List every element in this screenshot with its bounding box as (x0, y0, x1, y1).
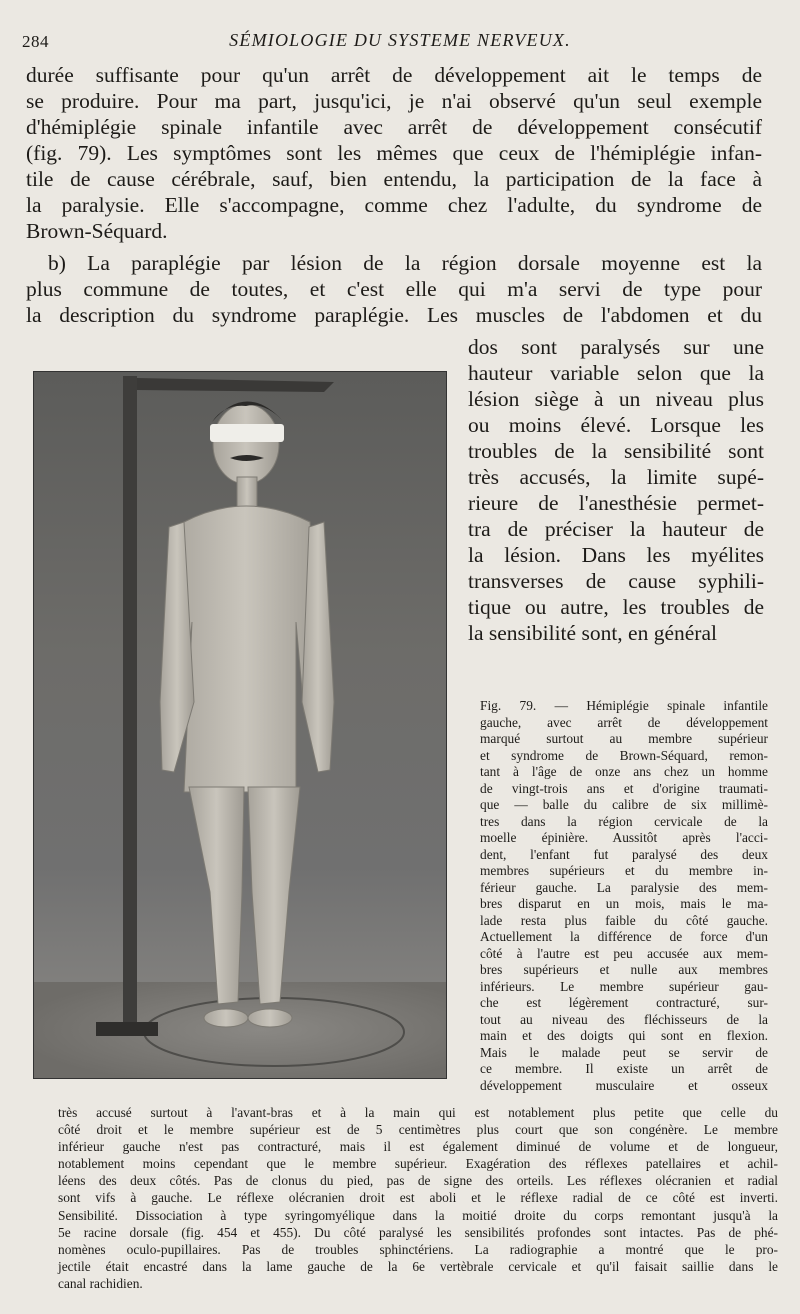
text-line: b) La paraplégie par lésion de la région dorsale moyenne est la (48, 251, 762, 275)
text-line: Brown-Séquard. (26, 219, 168, 243)
standing-figure (160, 404, 334, 1027)
text-line: plus commune de toutes, et c'est elle qui m'a servi de type pour (26, 277, 762, 301)
text-line: se produire. Pour ma part, jusqu'ici, je n'ai observé qu'un seul exemple (26, 89, 762, 113)
caption-line: côté droit et le membre supérieur est de 5 centimètres plus court que son congénère. Le membre (58, 1122, 778, 1138)
text-line: tile de cause cérébrale, sauf, bien entendu, la participation de la face à (26, 167, 762, 191)
caption-line: et syndrome de Brown-Séquard, remon- (480, 747, 768, 763)
caption-line: ce membre. Il existe un arrêt de (480, 1061, 768, 1076)
caption-line: che est légèrement contracturé, sur- (480, 995, 768, 1010)
measuring-pole (123, 376, 137, 1026)
patient-photograph-illustration (34, 372, 446, 1078)
text-line: hauteur variable selon que la (468, 361, 764, 385)
text-line: ou moins élevé. Lorsque les (468, 413, 764, 437)
caption-line: notablement moins cependant que le membre supérieur. Exagération des réflexes patellaires et achil- (58, 1156, 778, 1172)
text-line: tra de préciser la hauteur de (468, 517, 764, 541)
text-line: la paralysie. Elle s'accompagne, comme chez l'adulte, du syndrome de (26, 193, 762, 217)
caption-line: férieur gauche. La paralysie des mem- (480, 879, 768, 895)
caption-line: de vingt-trois ans et d'origine traumati- (480, 780, 768, 796)
text-line: (fig. 79). Les symptômes sont les mêmes que ceux de l'hémiplégie infan- (26, 141, 762, 165)
text-line: la sensibilité sont, en général (468, 621, 717, 645)
figure-caption-continued (58, 1104, 778, 1292)
caption-line: gauche, avec arrêt de développement (480, 714, 768, 730)
text-line: troubles de la sensibilité sont (468, 439, 764, 463)
caption-line: marqué surtout au membre supérieur (480, 731, 768, 746)
caption-line: inférieur gauche n'est pas contracturé, mais il est également diminué de volume et de longueur, (58, 1139, 778, 1155)
floor (34, 982, 446, 1078)
paragraph-3-column (468, 334, 764, 646)
caption-line: tant à l'âge de onze ans chez un homme (480, 764, 768, 779)
caption-line: léens des deux côtés. Pas de clonus du pied, pas de signe des orteils. Les réflexes olécranien et radial (58, 1173, 778, 1189)
caption-line: moelle épinière. Aussitôt après l'acci- (480, 830, 768, 845)
caption-line: Fig. 79. — Hémiplégie spinale infantile (480, 698, 768, 713)
caption-line: bres disparut en un mois, mais le ma- (480, 896, 768, 911)
caption-line: main et des doigts qui sont en flexion. (480, 1028, 768, 1043)
text-line: rieure de l'anesthésie permet- (468, 491, 764, 515)
paragraph-2 (26, 250, 762, 328)
text-line: d'hémiplégie spinale infantile avec arrêt de développement consécutif (26, 115, 762, 139)
caption-line: sont vifs à gauche. Le réflexe olécranien droit est aboli et le réflexe radial de ce côté est inverti. (58, 1190, 778, 1206)
caption-line: tres dans la région cervicale de la (480, 813, 768, 829)
caption-line: canal rachidien. (58, 1275, 143, 1291)
page-number: 284 (22, 32, 49, 51)
caption-line: nomènes oculo-pupillaires. Pas de troubles sphinctériens. La radiographie a montré que le pro- (58, 1241, 778, 1257)
running-head: SÉMIOLOGIE DU SYSTEME NERVEUX. (229, 30, 571, 50)
caption-line: jectile était encastré dans la lame gauche de la 6e vertèbrale cervicale et qu'il faisait saillie dans le (58, 1258, 778, 1274)
caption-line: bres supérieurs et nulle aux membres (480, 962, 768, 977)
caption-line: Mais le malade peut se servir de (480, 1044, 768, 1060)
caption-line: lade resta plus faible du côté gauche. (480, 912, 768, 928)
caption-line: côté à l'autre est peu accusée aux mem- (480, 945, 768, 961)
text-line: transverses de cause syphili- (468, 569, 764, 593)
caption-line: développement musculaire et osseux (480, 1077, 768, 1093)
caption-line: très accusé surtout à l'avant-bras et à la main qui est notablement plus petite que celle du (58, 1105, 778, 1120)
figure-caption (480, 698, 768, 1094)
caption-line: membres supérieurs et du membre in- (480, 863, 768, 878)
text-line: durée suffisante pour qu'un arrêt de développement ait le temps de (26, 63, 762, 87)
figure-79-photograph (33, 371, 447, 1079)
text-line: la description du syndrome paraplégie. Les muscles de l'abdomen et du (26, 303, 762, 327)
caption-line: que — balle du calibre de six millimè- (480, 797, 768, 812)
pole-base (96, 1022, 158, 1036)
caption-line: Actuellement la différence de force d'un (480, 929, 768, 944)
caption-line: dent, l'enfant fut paralysé des deux (480, 846, 768, 862)
paragraph-1 (26, 62, 762, 244)
text-line: tique ou autre, les troubles de (468, 595, 764, 619)
measuring-arm (137, 378, 334, 392)
caption-line: 5e racine dorsale (fig. 454 et 455). Du côté paralysé les sensibilités profondes sont intactes. Pas de phé- (58, 1224, 778, 1240)
eye-mask (210, 424, 284, 442)
caption-line: Sensibilité. Dissociation à type syringomyélique dans la moitié droite du corps remontant jusqu'à la (58, 1207, 778, 1223)
text-line: dos sont paralysés sur une (468, 335, 764, 359)
caption-line: inférieurs. Le membre supérieur gau- (480, 978, 768, 994)
text-line: lésion siège à un niveau plus (468, 387, 764, 411)
caption-line: tout au niveau des fléchisseurs de la (480, 1011, 768, 1027)
text-line: la lésion. Dans les myélites (468, 543, 764, 567)
text-line: très accusés, la limite supé- (468, 465, 764, 489)
